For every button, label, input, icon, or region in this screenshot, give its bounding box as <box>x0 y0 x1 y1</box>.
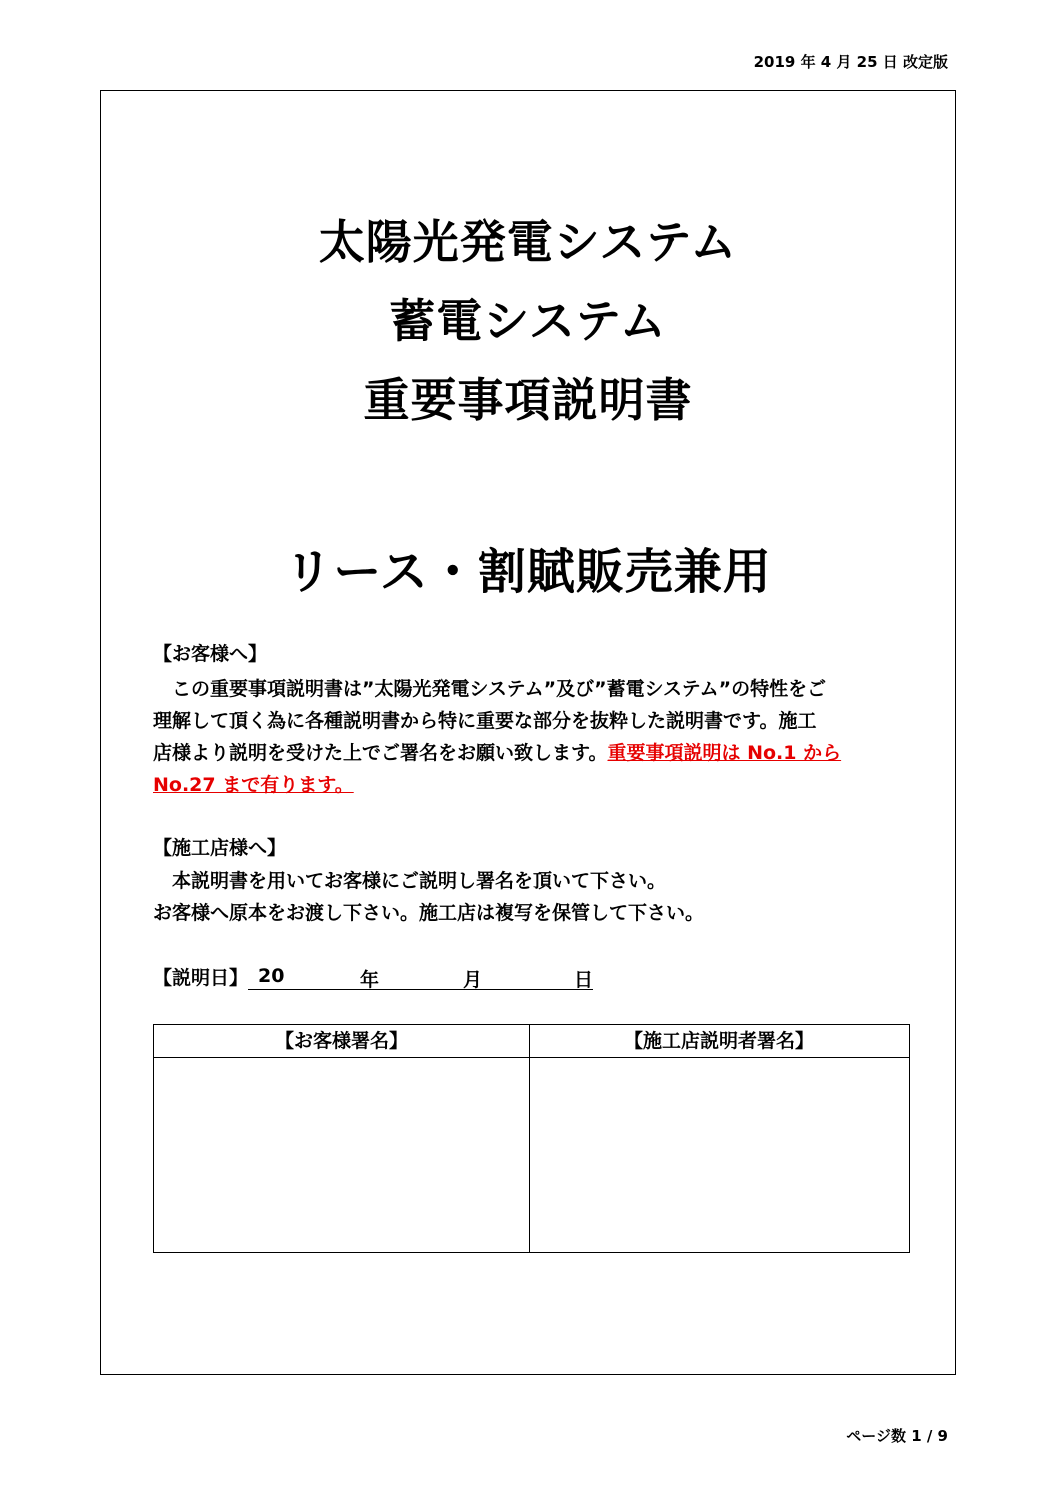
important-note-part1: 重要事項説明は No.1 から <box>607 742 842 764</box>
explanation-date-label: 【説明日】 <box>153 967 249 989</box>
customer-text-line: この重要事項説明書は”太陽光発電システム”及び”蓄電システム”の特性をご <box>153 678 827 700</box>
contractor-section-body <box>153 865 943 929</box>
contractor-text-line: 本説明書を用いてお客様にご説明し署名を頂いて下さい。 <box>153 870 667 892</box>
customer-text-line <box>153 737 943 769</box>
title-line-4: リース・割賦販売兼用 <box>284 544 772 600</box>
date-year-label: 年 <box>360 969 380 991</box>
contractor-signature-box[interactable] <box>530 1058 909 1252</box>
signature-table <box>153 1024 910 1253</box>
customer-text-line: 理解して頂く為に各種説明書から特に重要な部分を抜粋した説明書です。施工 <box>153 710 817 732</box>
customer-signature-header: 【お客様署名】 <box>154 1025 529 1058</box>
customer-section-body <box>153 673 943 801</box>
customer-text-part: 店様より説明を受けた上でご署名をお願い致します。 <box>153 742 608 764</box>
important-note-part2: No.27 まで有ります。 <box>153 774 354 796</box>
contractor-signature-header: 【施工店説明者署名】 <box>529 1025 909 1058</box>
title-line-2: 蓄電システム <box>389 294 667 348</box>
title-line-3: 重要事項説明書 <box>363 373 693 427</box>
date-month-label: 月 <box>463 969 483 991</box>
revision-date: 2019 年 4 月 25 日 改定版 <box>753 53 948 71</box>
customer-section-heading: 【お客様へ】 <box>153 643 268 665</box>
explanation-date-field[interactable] <box>248 965 593 990</box>
customer-text-line <box>153 769 943 801</box>
contractor-section-heading: 【施工店様へ】 <box>153 837 287 859</box>
date-day-label: 日 <box>574 969 594 991</box>
page-indicator: ページ数 1 / 9 <box>846 1427 948 1445</box>
contractor-text-line: お客様へ原本をお渡し下さい。施工店は複写を保管して下さい。 <box>153 902 705 924</box>
customer-signature-box[interactable] <box>154 1058 529 1252</box>
document-frame <box>100 90 956 1375</box>
explanation-date-row <box>153 963 593 990</box>
date-year-prefix: 20 <box>258 965 285 987</box>
title-line-1: 太陽光発電システム <box>318 215 738 269</box>
